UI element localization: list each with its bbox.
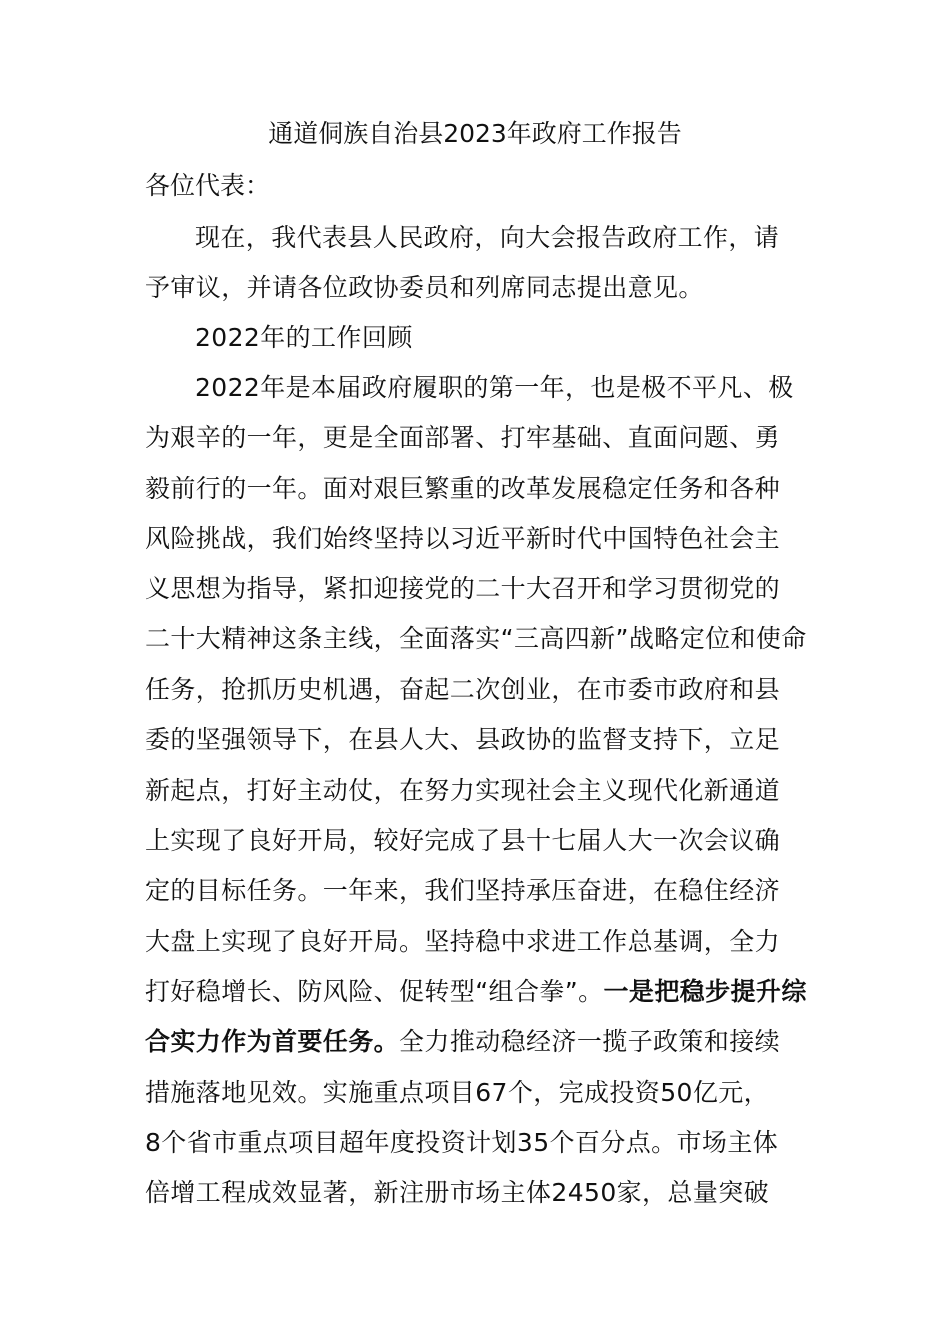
- line-text: 全力推动稳经济一揽子政策和接续: [399, 1027, 781, 1056]
- section-heading: 2022年的工作回顾: [195, 323, 413, 352]
- line-text: 打好稳增长、防风险、促转型“组合拳”。: [145, 977, 604, 1006]
- bold-emphasis: 一是把稳步提升综: [603, 977, 807, 1006]
- paragraph-line: 上实现了良好开局，较好完成了县十七届人大一次会议确: [145, 826, 781, 855]
- paragraph-line: 予审议，并请各位政协委员和列席同志提出意见。: [145, 273, 704, 302]
- paragraph-line: 倍增工程成效显著，新注册市场主体2450家，总量突破: [145, 1178, 770, 1207]
- paragraph-line: 二十大精神这条主线，全面落实“三高四新”战略定位和使命: [145, 624, 807, 653]
- paragraph-line: 措施落地见效。实施重点项目67个，完成投资50亿元，: [145, 1078, 770, 1107]
- document-title: 通道侗族自治县2023年政府工作报告: [268, 119, 682, 148]
- paragraph-line: [145, 970, 835, 1014]
- paragraph-line: 2022年是本届政府履职的第一年，也是极不平凡、极: [195, 373, 794, 402]
- paragraph-line: 定的目标任务。一年来，我们坚持承压奋进，在稳住经济: [145, 876, 781, 905]
- bold-emphasis: 合实力作为首要任务。: [145, 1027, 400, 1056]
- salutation: 各位代表：: [145, 171, 271, 200]
- paragraph-line: 委的坚强领导下，在县人大、县政协的监督支持下，立足: [145, 725, 781, 754]
- paragraph-line: [145, 1020, 835, 1064]
- paragraph-line: 新起点，打好主动仗，在努力实现社会主义现代化新通道: [145, 776, 781, 805]
- paragraph-line: 现在，我代表县人民政府，向大会报告政府工作，请: [195, 223, 780, 252]
- paragraph-line: 风险挑战，我们始终坚持以习近平新时代中国特色社会主: [145, 524, 781, 553]
- paragraph-line: 任务，抢抓历史机遇，奋起二次创业，在市委市政府和县: [145, 675, 781, 704]
- paragraph-line: 8个省市重点项目超年度投资计划35个百分点。市场主体: [145, 1128, 779, 1157]
- paragraph-line: 毅前行的一年。面对艰巨繁重的改革发展稳定任务和各种: [145, 474, 781, 503]
- paragraph-line: 义思想为指导，紧扣迎接党的二十大召开和学习贯彻党的: [145, 574, 781, 603]
- paragraph-line: 为艰辛的一年，更是全面部署、打牢基础、直面问题、勇: [145, 423, 781, 452]
- paragraph-line: 大盘上实现了良好开局。坚持稳中求进工作总基调，全力: [145, 927, 781, 956]
